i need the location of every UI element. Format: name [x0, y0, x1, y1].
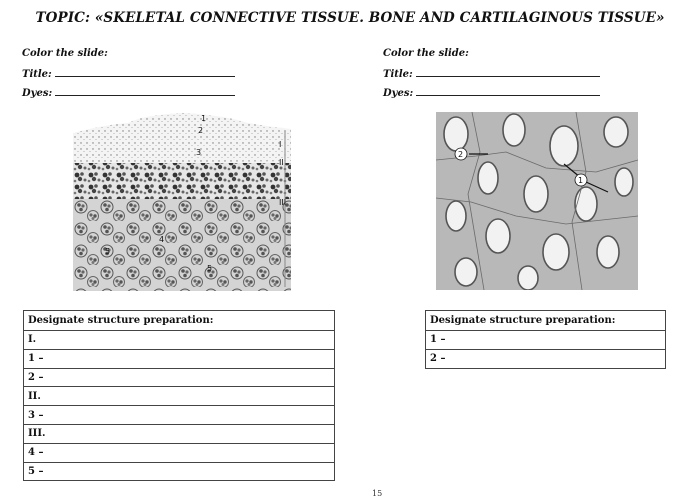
left-row-5[interactable]: 5 – — [24, 462, 335, 481]
marker-5b: 5 — [207, 264, 213, 273]
marker-1: 1 — [201, 114, 207, 123]
left-title-blank[interactable] — [55, 67, 235, 77]
marker-III: III — [279, 198, 287, 207]
right-title-label: Title: — [383, 69, 413, 80]
left-title-line — [22, 67, 235, 80]
page-number: 15 — [372, 489, 383, 498]
right-dyes-label: Dyes: — [383, 88, 414, 99]
marker-4: 4 — [159, 235, 165, 244]
right-title-blank[interactable] — [416, 67, 600, 77]
right-dyes-blank[interactable] — [416, 86, 600, 96]
right-table-header: Designate structure preparation: — [426, 311, 666, 331]
left-designation-table — [23, 310, 335, 481]
left-color-label: Color the slide: — [22, 48, 108, 59]
marker-5a: 5 — [105, 247, 111, 256]
left-row-4[interactable]: 4 – — [24, 443, 335, 462]
right-designation-table — [425, 310, 666, 369]
left-dyes-line — [22, 86, 235, 99]
right-dyes-line — [383, 86, 600, 99]
left-row-2[interactable]: 2 – — [24, 368, 335, 387]
right-title-line — [383, 67, 600, 80]
right-row-1[interactable]: 1 – — [426, 331, 666, 350]
marker-3: 3 — [196, 148, 202, 157]
page-title: TOPIC: «SKELETAL CONNECTIVE TISSUE. BONE AND CARTILAGINOUS TISSUE» — [35, 10, 665, 26]
marker-II: II — [279, 158, 284, 167]
left-row-II[interactable]: II. — [24, 387, 335, 406]
marker-2: 2 — [198, 126, 204, 135]
cartilage-micrograph — [73, 111, 291, 291]
marker-2-right: 2 — [458, 150, 464, 159]
right-row-2[interactable]: 2 – — [426, 349, 666, 368]
marker-I: I — [279, 140, 282, 149]
left-dyes-label: Dyes: — [22, 88, 53, 99]
left-title-label: Title: — [22, 69, 52, 80]
left-row-III[interactable]: III. — [24, 424, 335, 443]
right-color-label: Color the slide: — [383, 48, 469, 59]
left-table-header: Designate structure preparation: — [24, 311, 335, 331]
bone-micrograph — [436, 112, 638, 290]
left-dyes-blank[interactable] — [55, 86, 235, 96]
marker-1-right: 1 — [578, 176, 584, 185]
left-row-I[interactable]: I. — [24, 331, 335, 350]
left-row-3[interactable]: 3 – — [24, 406, 335, 425]
left-row-1[interactable]: 1 – — [24, 349, 335, 368]
